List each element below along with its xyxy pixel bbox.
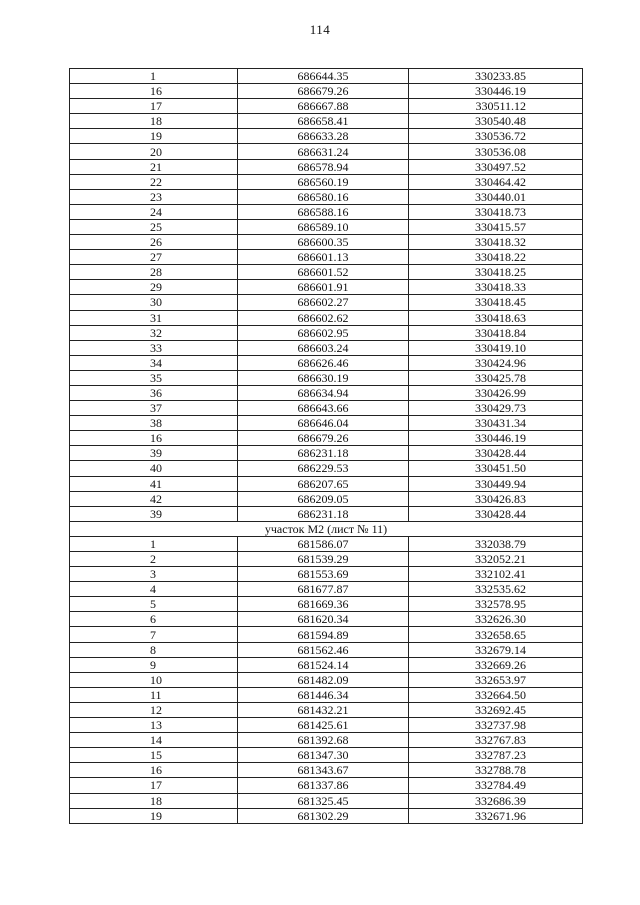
y-coordinate-cell: 332658.65 xyxy=(409,627,583,642)
table-row xyxy=(70,506,583,521)
y-coordinate-cell: 330233.85 xyxy=(409,69,583,84)
x-coordinate-cell: 686231.18 xyxy=(238,446,409,461)
table-row xyxy=(70,793,583,808)
x-coordinate-cell: 681539.29 xyxy=(238,552,409,567)
y-coordinate-cell: 330418.84 xyxy=(409,325,583,340)
table-row xyxy=(70,401,583,416)
y-coordinate-cell: 332578.95 xyxy=(409,597,583,612)
x-coordinate-cell: 681594.89 xyxy=(238,627,409,642)
point-number-cell: 30 xyxy=(70,295,238,310)
point-number-cell: 7 xyxy=(70,627,238,642)
table-row xyxy=(70,778,583,793)
point-number-cell: 39 xyxy=(70,446,238,461)
table-row xyxy=(70,416,583,431)
coordinates-table-body xyxy=(70,69,583,824)
y-coordinate-cell: 330428.44 xyxy=(409,446,583,461)
y-coordinate-cell: 332038.79 xyxy=(409,536,583,551)
table-row xyxy=(70,627,583,642)
x-coordinate-cell: 686633.28 xyxy=(238,129,409,144)
x-coordinate-cell: 686231.18 xyxy=(238,506,409,521)
y-coordinate-cell: 332052.21 xyxy=(409,552,583,567)
y-coordinate-cell: 330497.52 xyxy=(409,159,583,174)
x-coordinate-cell: 686631.24 xyxy=(238,144,409,159)
x-coordinate-cell: 686679.26 xyxy=(238,431,409,446)
point-number-cell: 35 xyxy=(70,370,238,385)
point-number-cell: 26 xyxy=(70,235,238,250)
table-row xyxy=(70,250,583,265)
point-number-cell: 3 xyxy=(70,567,238,582)
point-number-cell: 4 xyxy=(70,582,238,597)
table-row xyxy=(70,84,583,99)
page-number: 114 xyxy=(309,22,331,37)
table-row xyxy=(70,310,583,325)
x-coordinate-cell: 686602.27 xyxy=(238,295,409,310)
x-coordinate-cell: 686644.35 xyxy=(238,69,409,84)
y-coordinate-cell: 330418.22 xyxy=(409,250,583,265)
x-coordinate-cell: 686603.24 xyxy=(238,340,409,355)
table-row xyxy=(70,265,583,280)
point-number-cell: 2 xyxy=(70,552,238,567)
point-number-cell: 16 xyxy=(70,431,238,446)
point-number-cell: 12 xyxy=(70,702,238,717)
x-coordinate-cell: 681337.86 xyxy=(238,778,409,793)
point-number-cell: 31 xyxy=(70,310,238,325)
x-coordinate-cell: 681553.69 xyxy=(238,567,409,582)
point-number-cell: 19 xyxy=(70,808,238,823)
table-row xyxy=(70,657,583,672)
y-coordinate-cell: 330440.01 xyxy=(409,189,583,204)
y-coordinate-cell: 332669.26 xyxy=(409,657,583,672)
table-row xyxy=(70,597,583,612)
table-row xyxy=(70,687,583,702)
point-number-cell: 1 xyxy=(70,536,238,551)
y-coordinate-cell: 330418.33 xyxy=(409,280,583,295)
x-coordinate-cell: 681669.36 xyxy=(238,597,409,612)
table-row xyxy=(70,295,583,310)
point-number-cell: 5 xyxy=(70,597,238,612)
y-coordinate-cell: 330426.83 xyxy=(409,491,583,506)
point-number-cell: 19 xyxy=(70,129,238,144)
table-row xyxy=(70,129,583,144)
x-coordinate-cell: 681586.07 xyxy=(238,536,409,551)
table-row xyxy=(70,702,583,717)
table-row xyxy=(70,69,583,84)
point-number-cell: 16 xyxy=(70,84,238,99)
x-coordinate-cell: 686601.91 xyxy=(238,280,409,295)
x-coordinate-cell: 686630.19 xyxy=(238,370,409,385)
y-coordinate-cell: 330418.25 xyxy=(409,265,583,280)
y-coordinate-cell: 330540.48 xyxy=(409,114,583,129)
table-row xyxy=(70,536,583,551)
table-row xyxy=(70,431,583,446)
y-coordinate-cell: 330446.19 xyxy=(409,84,583,99)
y-coordinate-cell: 332767.83 xyxy=(409,733,583,748)
y-coordinate-cell: 330428.44 xyxy=(409,506,583,521)
y-coordinate-cell: 332686.39 xyxy=(409,793,583,808)
point-number-cell: 9 xyxy=(70,657,238,672)
point-number-cell: 11 xyxy=(70,687,238,702)
point-number-cell: 24 xyxy=(70,204,238,219)
table-row xyxy=(70,144,583,159)
x-coordinate-cell: 681620.34 xyxy=(238,612,409,627)
x-coordinate-cell: 681677.87 xyxy=(238,582,409,597)
y-coordinate-cell: 330418.63 xyxy=(409,310,583,325)
table-row xyxy=(70,642,583,657)
y-coordinate-cell: 332788.78 xyxy=(409,763,583,778)
y-coordinate-cell: 330415.57 xyxy=(409,219,583,234)
x-coordinate-cell: 686646.04 xyxy=(238,416,409,431)
point-number-cell: 22 xyxy=(70,174,238,189)
y-coordinate-cell: 330418.45 xyxy=(409,295,583,310)
point-number-cell: 29 xyxy=(70,280,238,295)
table-row xyxy=(70,446,583,461)
table-row xyxy=(70,219,583,234)
x-coordinate-cell: 681347.30 xyxy=(238,748,409,763)
point-number-cell: 15 xyxy=(70,748,238,763)
table-row xyxy=(70,174,583,189)
x-coordinate-cell: 686578.94 xyxy=(238,159,409,174)
x-coordinate-cell: 681325.45 xyxy=(238,793,409,808)
y-coordinate-cell: 330424.96 xyxy=(409,355,583,370)
x-coordinate-cell: 686589.10 xyxy=(238,219,409,234)
x-coordinate-cell: 686658.41 xyxy=(238,114,409,129)
y-coordinate-cell: 330446.19 xyxy=(409,431,583,446)
x-coordinate-cell: 686560.19 xyxy=(238,174,409,189)
point-number-cell: 17 xyxy=(70,778,238,793)
y-coordinate-cell: 330426.99 xyxy=(409,385,583,400)
point-number-cell: 6 xyxy=(70,612,238,627)
y-coordinate-cell: 330419.10 xyxy=(409,340,583,355)
x-coordinate-cell: 681343.67 xyxy=(238,763,409,778)
table-row xyxy=(70,672,583,687)
x-coordinate-cell: 686679.26 xyxy=(238,84,409,99)
x-coordinate-cell: 681425.61 xyxy=(238,718,409,733)
point-number-cell: 27 xyxy=(70,250,238,265)
y-coordinate-cell: 330451.50 xyxy=(409,461,583,476)
section-header-row xyxy=(70,521,583,536)
point-number-cell: 21 xyxy=(70,159,238,174)
y-coordinate-cell: 332737.98 xyxy=(409,718,583,733)
table-row xyxy=(70,476,583,491)
point-number-cell: 36 xyxy=(70,385,238,400)
x-coordinate-cell: 686207.65 xyxy=(238,476,409,491)
x-coordinate-cell: 681302.29 xyxy=(238,808,409,823)
table-row xyxy=(70,461,583,476)
table-row xyxy=(70,748,583,763)
y-coordinate-cell: 330511.12 xyxy=(409,99,583,114)
point-number-cell: 8 xyxy=(70,642,238,657)
x-coordinate-cell: 681562.46 xyxy=(238,642,409,657)
x-coordinate-cell: 686626.46 xyxy=(238,355,409,370)
y-coordinate-cell: 332535.62 xyxy=(409,582,583,597)
point-number-cell: 16 xyxy=(70,763,238,778)
x-coordinate-cell: 686588.16 xyxy=(238,204,409,219)
table-row xyxy=(70,235,583,250)
point-number-cell: 32 xyxy=(70,325,238,340)
table-row xyxy=(70,325,583,340)
table-row xyxy=(70,582,583,597)
x-coordinate-cell: 686667.88 xyxy=(238,99,409,114)
y-coordinate-cell: 332679.14 xyxy=(409,642,583,657)
table-row xyxy=(70,567,583,582)
point-number-cell: 37 xyxy=(70,401,238,416)
point-number-cell: 28 xyxy=(70,265,238,280)
table-row xyxy=(70,370,583,385)
table-row xyxy=(70,718,583,733)
point-number-cell: 20 xyxy=(70,144,238,159)
point-number-cell: 17 xyxy=(70,99,238,114)
table-row xyxy=(70,385,583,400)
point-number-cell: 34 xyxy=(70,355,238,370)
x-coordinate-cell: 686634.94 xyxy=(238,385,409,400)
point-number-cell: 18 xyxy=(70,114,238,129)
coordinates-table xyxy=(69,68,583,824)
x-coordinate-cell: 686209.05 xyxy=(238,491,409,506)
point-number-cell: 39 xyxy=(70,506,238,521)
point-number-cell: 18 xyxy=(70,793,238,808)
table-row xyxy=(70,491,583,506)
x-coordinate-cell: 686229.53 xyxy=(238,461,409,476)
y-coordinate-cell: 332671.96 xyxy=(409,808,583,823)
y-coordinate-cell: 332626.30 xyxy=(409,612,583,627)
table-row xyxy=(70,159,583,174)
y-coordinate-cell: 330536.08 xyxy=(409,144,583,159)
y-coordinate-cell: 332102.41 xyxy=(409,567,583,582)
x-coordinate-cell: 681392.68 xyxy=(238,733,409,748)
y-coordinate-cell: 332784.49 xyxy=(409,778,583,793)
y-coordinate-cell: 330418.32 xyxy=(409,235,583,250)
point-number-cell: 25 xyxy=(70,219,238,234)
y-coordinate-cell: 332787.23 xyxy=(409,748,583,763)
x-coordinate-cell: 681524.14 xyxy=(238,657,409,672)
point-number-cell: 41 xyxy=(70,476,238,491)
x-coordinate-cell: 686601.13 xyxy=(238,250,409,265)
x-coordinate-cell: 686600.35 xyxy=(238,235,409,250)
x-coordinate-cell: 681482.09 xyxy=(238,672,409,687)
y-coordinate-cell: 330418.73 xyxy=(409,204,583,219)
x-coordinate-cell: 686602.95 xyxy=(238,325,409,340)
table-row xyxy=(70,189,583,204)
table-row xyxy=(70,340,583,355)
x-coordinate-cell: 686602.62 xyxy=(238,310,409,325)
point-number-cell: 33 xyxy=(70,340,238,355)
point-number-cell: 14 xyxy=(70,733,238,748)
table-row xyxy=(70,733,583,748)
point-number-cell: 38 xyxy=(70,416,238,431)
x-coordinate-cell: 681446.34 xyxy=(238,687,409,702)
table-row xyxy=(70,99,583,114)
point-number-cell: 40 xyxy=(70,461,238,476)
table-row xyxy=(70,114,583,129)
x-coordinate-cell: 681432.21 xyxy=(238,702,409,717)
point-number-cell: 1 xyxy=(70,69,238,84)
point-number-cell: 42 xyxy=(70,491,238,506)
table-row xyxy=(70,612,583,627)
y-coordinate-cell: 330464.42 xyxy=(409,174,583,189)
table-row xyxy=(70,763,583,778)
point-number-cell: 13 xyxy=(70,718,238,733)
x-coordinate-cell: 686601.52 xyxy=(238,265,409,280)
point-number-cell: 23 xyxy=(70,189,238,204)
y-coordinate-cell: 330449.94 xyxy=(409,476,583,491)
table-row xyxy=(70,355,583,370)
x-coordinate-cell: 686643.66 xyxy=(238,401,409,416)
table-row xyxy=(70,552,583,567)
y-coordinate-cell: 332653.97 xyxy=(409,672,583,687)
table-row xyxy=(70,204,583,219)
y-coordinate-cell: 330425.78 xyxy=(409,370,583,385)
table-row xyxy=(70,808,583,823)
y-coordinate-cell: 330429.73 xyxy=(409,401,583,416)
point-number-cell: 10 xyxy=(70,672,238,687)
x-coordinate-cell: 686580.16 xyxy=(238,189,409,204)
y-coordinate-cell: 330431.34 xyxy=(409,416,583,431)
y-coordinate-cell: 332664.50 xyxy=(409,687,583,702)
y-coordinate-cell: 330536.72 xyxy=(409,129,583,144)
y-coordinate-cell: 332692.45 xyxy=(409,702,583,717)
table-row xyxy=(70,280,583,295)
section-title: участок М2 (лист № 11) xyxy=(70,521,583,536)
